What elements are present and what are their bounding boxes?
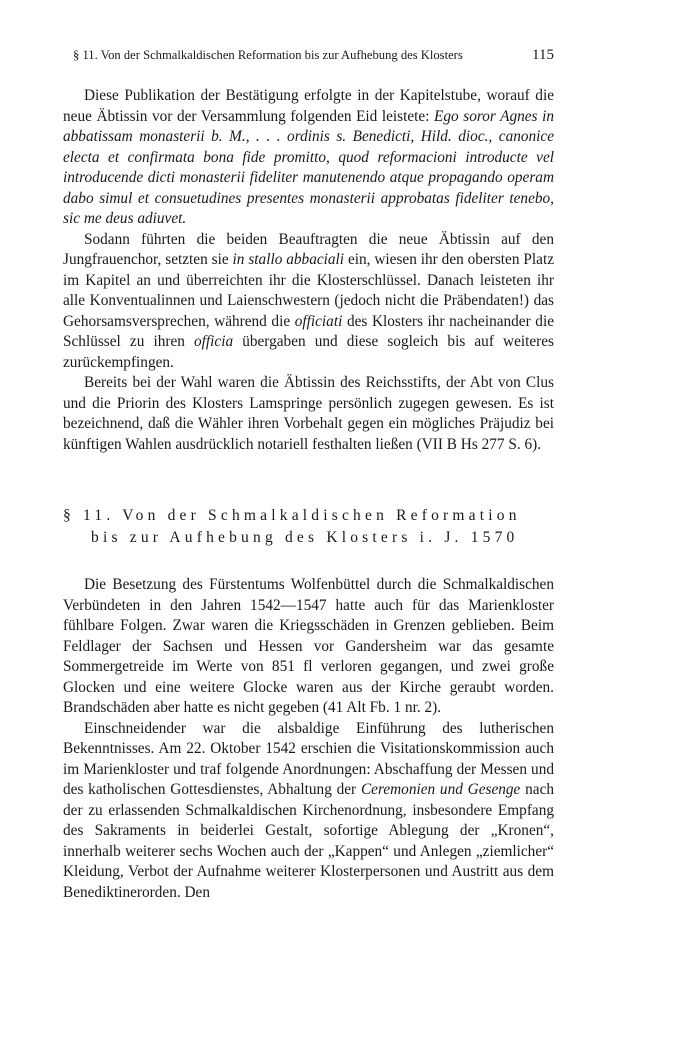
- section-heading: [63, 505, 554, 549]
- body-text: [63, 86, 554, 903]
- italic-term: officiati: [294, 312, 343, 330]
- paragraph-text: ein, wiesen ihr den obersten Platz im Kapitel an und überreichten ihr die Klosterschlüssel. Danach leisteten ihr alle Konventualinnen und Laienschwestern (jedoch nicht die Präbendaten!) das Gehorsamsversprechen, während die: [63, 251, 554, 330]
- running-head-title: § 11. Von der Schmalkaldischen Reformation bis zur Aufhebung des Klosters: [73, 48, 463, 62]
- italic-term: officia: [194, 333, 234, 350]
- running-head: [63, 44, 554, 66]
- paragraph-election-witnesses: Bereits bei der Wahl waren die Äbtissin des Reichsstifts, der Abt von Clus und die Priorin des Klosters Lamspringe persönlich zugegen gewesen. Es ist bezeichnend, daß die Wähler ihren Vorbehalt gegen ein mögliches Präjudiz bei künftigen Wahlen ausdrücklich notariell festhalten ließen (VII B Hs 277 S. 6).: [63, 374, 554, 453]
- paragraph-text: des Klosters ihr nacheinander die Schlüssel zu ihren: [63, 312, 554, 350]
- italic-term: in stallo abbaciali: [232, 251, 345, 268]
- book-page: [63, 44, 554, 903]
- paragraph-text: übergaben und diese sogleich bis auf weiteres zurückempfingen.: [63, 333, 554, 371]
- section-heading-line-1: § 11. Von der Schmalkaldischen Reformation: [63, 507, 521, 524]
- paragraph-lutheran-confession: [63, 719, 554, 904]
- page-number: 115: [532, 47, 554, 63]
- section-heading-line-2: bis zur Aufhebung des Klosters i. J. 1570: [91, 529, 519, 546]
- italic-term: Ceremonien und Gesenge: [360, 781, 521, 798]
- paragraph-oath: [63, 86, 554, 230]
- paragraph-occupation: Die Besetzung des Fürstentums Wolfenbüttel durch die Schmalkaldischen Verbündeten in den Jahren 1542—1547 hatte auch für das Marienkloster fühlbare Folgen. Zwar waren die Kriegsschäden in Grenzen geblieben. Beim Feldlager der Sachsen und Hessen vor Gandersheim war das gesamte Sommergetreide im Werte von 851 fl verloren gegangen, und zwei große Glocken und eine weitere Glocke waren aus der Kirche geraubt worden. Brandschäden aber hatte es nicht gegeben (41 Alt Fb. 1 nr. 2).: [63, 576, 554, 716]
- paragraph-text: Einschneidender war die alsbaldige Einführung des lutherischen Bekenntnisses. Am 22. Oktober 1542 erschien die Visitationskommission auch im Marienkloster und traf folgende Anordnungen: Abschaffung der Messen und des katholischen Gottesdienstes, Abhaltung der: [63, 719, 554, 798]
- latin-oath-text: Ego soror Agnes in abbatissam monasterii b. M., . . . ordinis s. Benedicti, Hild. dioc., canonice electa et confirmata bona fide promitto, quod reformacioni introducte vel introducende dicti monasterii fideliter manutenendo atque propagando operam dabo simul et consuetudines presentes monasterii approbatas fideliter tenebo, sic me deus adiuvet.: [63, 107, 554, 227]
- paragraph-text: Sodann führten die beiden Beauftragten die neue Äbtissin auf den Jungfrauenchor, setzten sie: [63, 230, 554, 268]
- paragraph-text: Diese Publikation der Bestätigung erfolgte in der Kapitelstube, worauf die neue Äbtissin vor der Versammlung folgenden Eid leistete:: [63, 87, 554, 125]
- paragraph-installation: [63, 230, 554, 374]
- paragraph-text: nach der zu erlassenden Schmalkaldischen Kirchenordnung, insbesondere Empfang des Sakraments in beiderlei Gestalt, sofortige Ablegung der „Kronen“, innerhalb weiterer sechs Wochen auch der „Kappen“ und Anlegen „ziemlicher“ Kleidung, Verbot der Aufnahme weiterer Klosterpersonen und Austritt aus dem Benediktinerorden. Den: [63, 781, 555, 901]
